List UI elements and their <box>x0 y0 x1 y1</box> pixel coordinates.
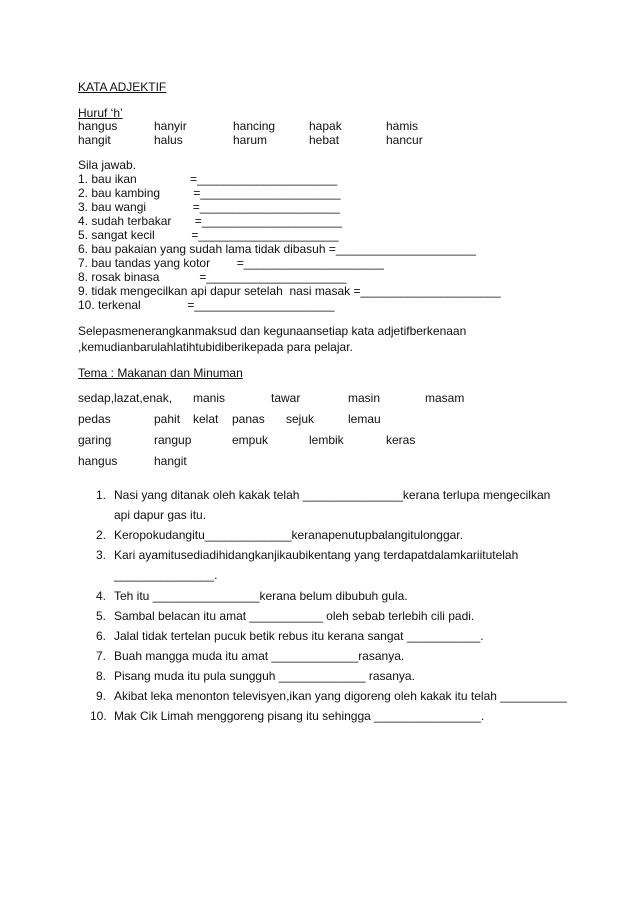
exercise-instruction: Sila jawab. <box>78 158 137 172</box>
question-number: 2. <box>96 528 107 542</box>
word-item: hangit <box>154 454 187 468</box>
question-number: 3. <box>96 548 107 562</box>
section-h-heading: Huruf ‘h’ <box>78 106 123 120</box>
word-item: hamis <box>386 119 419 133</box>
word-item: hancing <box>233 119 276 133</box>
word-item: manis <box>193 391 226 405</box>
question-number: 10. <box>90 709 107 723</box>
word-item: kelat <box>193 412 219 426</box>
exercise-item: 1. bau ikan =_____________________ <box>78 172 338 186</box>
word-item: halus <box>154 133 183 147</box>
word-item: hangus <box>78 119 118 133</box>
word-item: empuk <box>232 433 269 447</box>
word-item: harum <box>233 133 268 147</box>
question-text: _______________. <box>114 568 218 582</box>
question-text: Sambal belacan itu amat ___________ oleh sebab terlebih cili padi. <box>114 609 475 623</box>
paragraph-line: ,kemudianbarulahlatihtubidiberikepada para pelajar. <box>78 340 353 354</box>
word-item: lembik <box>309 433 344 447</box>
exercise-item: 4. sudah terbakar =_____________________ <box>78 214 342 228</box>
word-item: hapak <box>309 119 342 133</box>
word-item: sedap,lazat,enak, <box>78 391 173 405</box>
question-number: 7. <box>96 649 107 663</box>
word-item: pedas <box>78 412 111 426</box>
word-item: hangus <box>78 454 118 468</box>
question-number: 5. <box>96 609 107 623</box>
question-text: Mak Cik Limah menggoreng pisang itu sehingga ________________. <box>114 709 485 723</box>
word-item: pahit <box>154 412 181 426</box>
question-text: Nasi yang ditanak oleh kakak telah _______________kerana terlupa mengecilkan <box>114 488 551 502</box>
exercise-item: 3. bau wangi =_____________________ <box>78 200 340 214</box>
exercise-item: 10. terkenal =_____________________ <box>78 298 335 312</box>
page-title: KATA ADJEKTIF <box>78 80 167 94</box>
exercise-item: 5. sangat kecil =_____________________ <box>78 228 339 242</box>
exercise-item: 2. bau kambing =_____________________ <box>78 186 341 200</box>
word-item: lemau <box>348 412 381 426</box>
question-number: 1. <box>96 488 107 502</box>
exercise-item: 9. tidak mengecilkan api dapur setelah nasi masak =_____________________ <box>78 284 501 298</box>
question-text: Buah mangga muda itu amat _____________rasanya. <box>114 649 405 663</box>
word-item: hebat <box>309 133 340 147</box>
word-item: sejuk <box>286 412 315 426</box>
exercise-item: 6. bau pakaian yang sudah lama tidak dibasuh =_____________________ <box>78 242 477 256</box>
word-item: masam <box>425 391 465 405</box>
word-item: rangup <box>154 433 192 447</box>
question-number: 4. <box>96 589 107 603</box>
question-number: 6. <box>96 629 107 643</box>
word-item: keras <box>386 433 416 447</box>
word-item: tawar <box>271 391 301 405</box>
word-item: panas <box>232 412 265 426</box>
question-text: Keropokudangitu_____________keranapenutupbalangitulonggar. <box>114 528 463 542</box>
question-text: Kari ayamitusediadihidangkanjikaubikentang yang terdapatdalamkariitutelah <box>114 548 519 562</box>
question-text: api dapur gas itu. <box>114 508 207 522</box>
word-item: masin <box>348 391 381 405</box>
question-text: Akibat leka menonton televisyen,ikan yang digoreng oleh kakak itu telah __________ <box>114 689 567 703</box>
word-item: hanyir <box>154 119 187 133</box>
question-number: 8. <box>96 669 107 683</box>
word-item: garing <box>78 433 112 447</box>
question-text: Pisang muda itu pula sungguh _____________ rasanya. <box>114 669 415 683</box>
question-text: Jalal tidak tertelan pucuk betik rebus itu kerana sangat ___________. <box>114 629 484 643</box>
question-number: 9. <box>96 689 107 703</box>
question-text: Teh itu ________________kerana belum dibubuh gula. <box>114 589 408 603</box>
exercise-item: 7. bau tandas yang kotor =_____________________ <box>78 256 384 270</box>
paragraph-line: Selepasmenerangkanmaksud dan kegunaansetiap kata adjetifberkenaan <box>78 324 467 338</box>
tema-heading: Tema : Makanan dan Minuman <box>78 366 243 380</box>
exercise-item: 8. rosak binasa =_____________________ <box>78 270 347 284</box>
word-item: hancur <box>386 133 423 147</box>
word-item: hangit <box>78 133 111 147</box>
